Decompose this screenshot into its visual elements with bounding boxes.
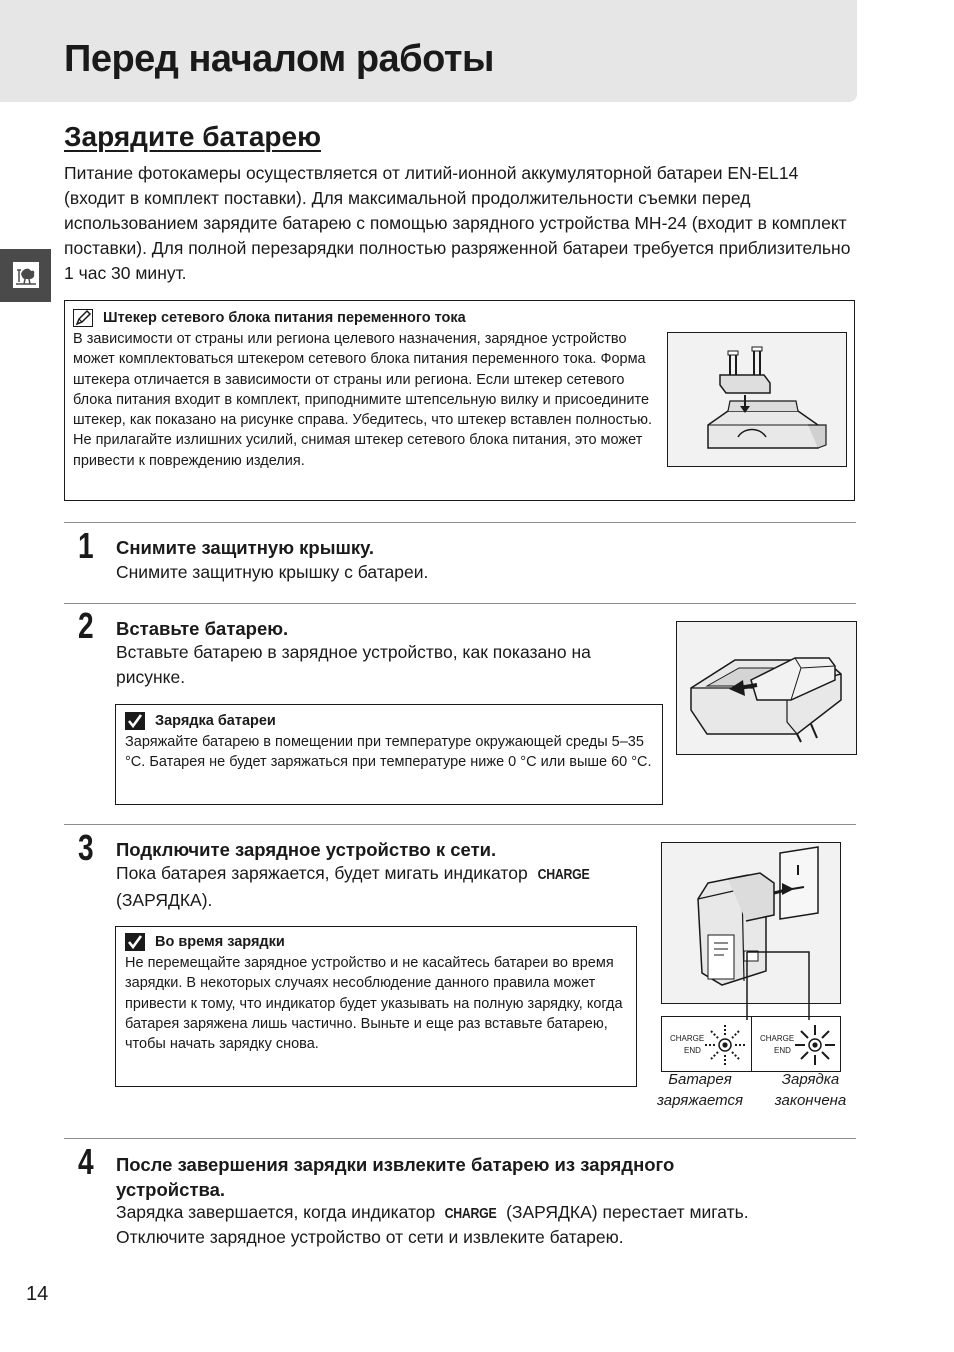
step-4-title-line-2: устройства. [116,1179,226,1200]
step-1-title: Снимите защитную крышку. [116,537,374,558]
step-1-number: 1 [78,525,94,566]
during-charging-note-title-text: Во время зарядки [155,934,285,950]
step-3-rule [64,824,856,825]
step-2-number: 2 [78,605,94,646]
step-4-rule [64,1138,856,1139]
caption-charged-line-1: Зарядка [781,1071,840,1088]
step-2-title: Вставьте батарею. [116,618,289,639]
step-2-body: Вставьте батарею в зарядное устройство, как показано на рисунке. [116,642,591,687]
blinking-led-icon [702,1023,748,1067]
step-4-title-line-1: После завершения зарядки извлеките батарею из зарядного [116,1154,675,1175]
caption-charging-line-1: Батарея [668,1071,732,1088]
checkmark-icon [125,933,145,951]
plug-note-body: В зависимости от страны или региона целевого назначения, зарядное устройство может комплектоваться штекером сетевого блока питания переменного тока. Форма штекера отличается в зависимости от страны или региона. Если штекер сетевого блока питания входит в комплект, приподнимите штепсельную вилку и присоедините штекер, как показано на рисунке справа. Убедитесь, что штекер вставлен полностью. Не прилагайте излишних усилий, снимая штекер сетевого блока питания, это может привести к повреждению изделия. [73,331,652,469]
charge-indicator-panel [661,1016,841,1072]
battery-charging-note-title-text: Зарядка батареи [155,713,276,729]
plug-note-title [73,308,466,328]
step-3-charge-key: CHARGE [537,867,590,883]
indicator-end-label: END [684,1046,701,1055]
page-number: 14 [26,1283,49,1305]
step-3-title: Подключите зарядное устройство к сети. [116,839,497,860]
indicator-pointer-lines [745,946,815,1020]
indicator-end-label: END [774,1046,791,1055]
section-title: Зарядите батарею [64,121,321,152]
step-4-body [116,1200,846,1227]
caption-charging-line-2: заряжается [656,1092,743,1109]
step-3-body-after: (ЗАРЯДКА). [116,890,213,910]
checkmark-icon [125,712,145,730]
page-title: Перед началом работы [64,38,494,80]
insert-battery-illustration [676,621,857,755]
caption-charged [758,1069,863,1111]
indicator-charging [662,1017,752,1071]
step-1-body: Снимите защитную крышку с батареи. [116,562,429,582]
indicator-charge-label: CHARGE [670,1034,705,1043]
intro-paragraph: Питание фотокамеры осуществляется от литий-ионной аккумуляторной батареи EN-EL14 (входит в комплект поставки). Для максимальной продолжительности съемки перед использованием зарядите батарею с помощью зарядного устройства MH-24 (входит в комплект поставки). Для полной перезарядки полностью разряженной батареи требуется приблизительно 1 час 30 минут. [64,163,851,283]
pencil-note-icon [73,309,93,327]
during-charging-note-title [125,932,285,952]
plug-note-title-text: Штекер сетевого блока питания переменного тока [103,310,466,326]
step-3-body-before: Пока батарея заряжается, будет мигать индикатор [116,863,528,883]
plug-adapter-illustration [667,332,847,467]
step-4-number: 4 [78,1141,94,1182]
step-1-rule [64,522,856,523]
caption-charged-line-2: закончена [774,1092,847,1109]
step-4-charge-key: CHARGE [444,1206,497,1222]
step-4-body-before: Зарядка завершается, когда индикатор [116,1202,436,1222]
battery-charging-note-title [125,711,276,731]
battery-charging-note-body: Заряжайте батарею в помещении при температуре окружающей среды 5–35 °C. Батарея не будет заряжаться при температуре ниже 0 °C или выше 60 °C. [125,734,652,771]
caption-charging [645,1069,755,1111]
step-2-rule [64,603,856,604]
indicator-charged [752,1017,840,1071]
step-4-body-after: (ЗАРЯДКА) перестает мигать. [506,1202,749,1222]
step-3-number: 3 [78,827,94,868]
steady-led-icon [792,1023,838,1067]
during-charging-note-body: Не перемещайте зарядное устройство и не касайтесь батареи во время зарядки. В некоторых случаях несоблюдение данного правила может привести к тому, что индикатор будет указывать на полную зарядку, когда батарея заряжена лишь частично. Выньте и еще раз вставьте батарею, чтобы начать зарядку снова. [125,955,623,1053]
indicator-charge-label: CHARGE [760,1034,795,1043]
step-3-body [116,861,636,913]
side-tab [0,249,51,302]
weathervane-icon [13,262,39,288]
step-4-body-line-2: Отключите зарядное устройство от сети и извлеките батарею. [116,1227,624,1247]
